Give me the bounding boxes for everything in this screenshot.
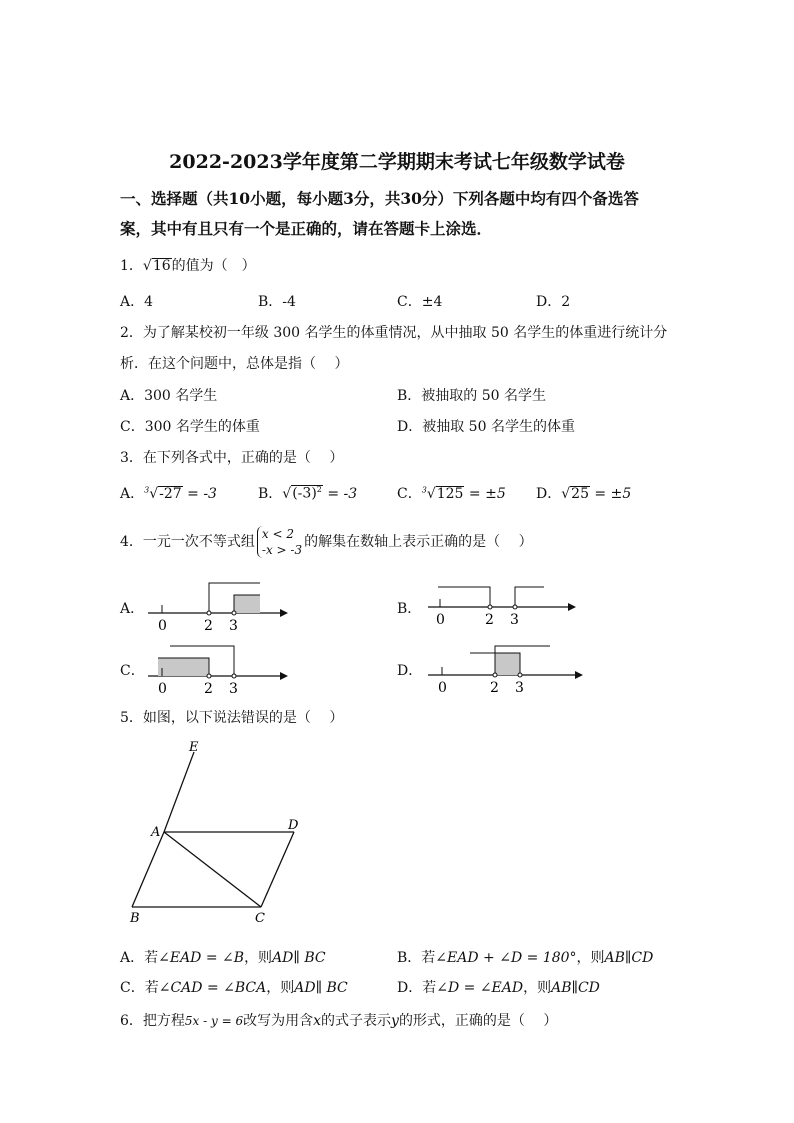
- geometry-figure: [120, 735, 320, 935]
- open-point-3: [232, 674, 236, 678]
- q3-option-c[interactable]: C．$^3$√125 = ±5: [397, 485, 506, 502]
- condition: ∠EAD + ∠D = 180°: [435, 950, 577, 966]
- inequality-2: -x > -3: [261, 543, 303, 558]
- option-label: C．: [397, 486, 422, 502]
- segment-ab: [132, 832, 164, 907]
- paper-title: 2022-2023学年度第二学期期末考试七年级数学试卷: [169, 151, 625, 173]
- shaded-region: [495, 653, 520, 675]
- shaded-region: [234, 595, 260, 613]
- root-index: 3: [144, 485, 150, 495]
- conclusion: AD∥ BC: [294, 980, 348, 996]
- conclusion: AD∥ BC: [272, 950, 326, 966]
- question-text-suffix: 的解集在数轴上表示正确的是（ ）: [304, 534, 533, 551]
- inequality-1: x < 2: [261, 527, 295, 541]
- number-line-b[interactable]: [420, 575, 590, 635]
- tick-label-2: 2: [204, 618, 213, 634]
- axis-arrow: [280, 672, 288, 680]
- option-label: D．若: [397, 980, 437, 996]
- open-point-3: [513, 605, 517, 609]
- point-label-c: C: [255, 911, 265, 926]
- axis-arrow: [575, 671, 583, 679]
- open-point-3: [518, 673, 522, 677]
- condition: ∠D = ∠EAD: [436, 980, 524, 996]
- q4-option-a-label[interactable]: A．: [120, 601, 145, 617]
- axis-arrow: [280, 609, 288, 617]
- tick-label-3: 3: [515, 680, 524, 696]
- q5-option-c[interactable]: [120, 977, 348, 997]
- q1-option-c[interactable]: C．±4: [397, 294, 443, 310]
- question-number: 1．: [120, 258, 143, 274]
- variable-x: x: [313, 1013, 322, 1029]
- tick-label-3: 3: [229, 618, 238, 634]
- question-text-mid2: 的式子表示: [321, 1013, 392, 1029]
- rhs: = ±5: [464, 486, 506, 502]
- option-label: B．若: [397, 950, 436, 966]
- q5-option-d[interactable]: [397, 977, 600, 997]
- tick-label-3: 3: [510, 612, 519, 628]
- q5-option-a[interactable]: [120, 947, 326, 967]
- q1-option-d[interactable]: D．2: [536, 294, 571, 310]
- option-label: A．: [120, 486, 145, 502]
- equation: 5x - y = 6: [184, 1014, 244, 1028]
- question-text-mid: 改写为用含: [243, 1013, 314, 1029]
- inequality-system: [257, 526, 302, 558]
- number-line-d[interactable]: [420, 640, 590, 700]
- question-text-suffix: 的形式，正确的是（ ）: [398, 1013, 558, 1029]
- shaded-region: [158, 658, 209, 676]
- axis-arrow: [568, 603, 576, 611]
- condition: ∠EAD = ∠B: [158, 950, 245, 966]
- question-3: 3．在下列各式中，正确的是（ ）: [120, 450, 344, 466]
- connector: ，则: [266, 980, 295, 996]
- segment-dc: [261, 832, 294, 907]
- question-text: 4．一元一次不等式组: [120, 534, 255, 551]
- radicand: 16: [152, 258, 171, 274]
- option-label: B．: [258, 486, 283, 502]
- tick-label-0: 0: [436, 612, 445, 628]
- question-2-line2: 析．在这个问题中，总体是指（ ）: [120, 356, 349, 372]
- ray-ae: [164, 752, 194, 832]
- q2-option-a[interactable]: A．300 名学生: [120, 388, 218, 404]
- bracket-x-gt-3: [515, 587, 544, 605]
- q1-option-a[interactable]: A．4: [120, 294, 154, 310]
- question-1: 1．√16的值为（ ）: [120, 258, 256, 274]
- radicand: -27: [159, 486, 182, 502]
- q2-option-d[interactable]: D．被抽取 50 名学生的体重: [397, 419, 575, 435]
- conclusion: AB∥CD: [551, 980, 600, 996]
- q3-option-b[interactable]: B．$√(-3)^2 = -3$: [258, 485, 358, 502]
- number-line-c[interactable]: [140, 638, 300, 698]
- question-6: [120, 1010, 557, 1030]
- rhs: = -3: [182, 486, 217, 502]
- connector: ，则: [576, 950, 605, 966]
- open-point-2: [207, 674, 211, 678]
- tick-label-0: 0: [438, 680, 447, 696]
- connector: ，则: [523, 980, 552, 996]
- option-label: D．: [536, 486, 562, 502]
- section-heading-line2: 案，其中有且只有一个是正确的，请在答题卡上涂选．: [120, 219, 493, 238]
- segment-ac: [164, 832, 261, 907]
- tick-label-0: 0: [158, 618, 167, 634]
- q4-option-c-label[interactable]: C．: [120, 663, 145, 679]
- q3-option-d[interactable]: D．√25 = ±5: [536, 486, 632, 502]
- connector: ，则: [244, 950, 273, 966]
- conclusion: AB∥CD: [604, 950, 654, 966]
- open-point-2: [493, 673, 497, 677]
- q1-option-b[interactable]: B．-4: [258, 294, 296, 310]
- q3-option-a[interactable]: A．$^3$√-27 = -3: [120, 485, 217, 502]
- q2-option-c[interactable]: C．300 名学生的体重: [120, 419, 260, 435]
- point-label-e: E: [189, 740, 199, 755]
- condition: ∠CAD = ∠BCA: [158, 980, 267, 996]
- tick-label-3: 3: [229, 681, 238, 697]
- number-line-a[interactable]: [140, 575, 300, 635]
- q4-option-d-label[interactable]: D．: [397, 663, 423, 679]
- radicand: 25: [571, 486, 589, 502]
- question-text: 的值为（ ）: [171, 258, 256, 274]
- variable-y: y: [391, 1013, 399, 1029]
- question-5: 5．如图，以下说法错误的是（ ）: [120, 710, 344, 726]
- question-2-line1: 2．为了解某校初一年级 300 名学生的体重情况，从中抽取 50 名学生的体重进行统计分: [120, 325, 668, 341]
- section-heading-line1: 一、选择题（共10小题，每小题3分，共30分）下列各题中均有四个备选答: [120, 189, 639, 208]
- open-point-3: [232, 611, 236, 615]
- point-label-b: B: [130, 911, 140, 926]
- radicand: (-3): [292, 486, 317, 502]
- q2-option-b[interactable]: B．被抽取的 50 名学生: [397, 388, 547, 404]
- radicand: 125: [436, 486, 464, 502]
- q4-option-b-label[interactable]: B．: [397, 601, 422, 617]
- question-text: 6．把方程: [120, 1013, 185, 1029]
- open-point-2: [488, 605, 492, 609]
- option-label: C．若: [120, 980, 159, 996]
- tick-label-2: 2: [204, 681, 213, 697]
- q5-option-b[interactable]: [397, 947, 653, 967]
- tick-label-2: 2: [490, 680, 499, 696]
- option-label: A．若: [120, 950, 159, 966]
- bracket-x-lt-2: [438, 587, 490, 605]
- root-index: 3: [421, 485, 427, 495]
- rhs: = -3: [322, 486, 358, 502]
- tick-label-2: 2: [485, 612, 494, 628]
- question-4: [120, 526, 533, 558]
- tick-label-0: 0: [158, 681, 167, 697]
- rhs: = ±5: [589, 486, 632, 502]
- point-label-d: D: [288, 818, 299, 833]
- open-point-2: [207, 611, 211, 615]
- exponent: 2: [316, 485, 322, 495]
- point-label-a: A: [151, 825, 161, 840]
